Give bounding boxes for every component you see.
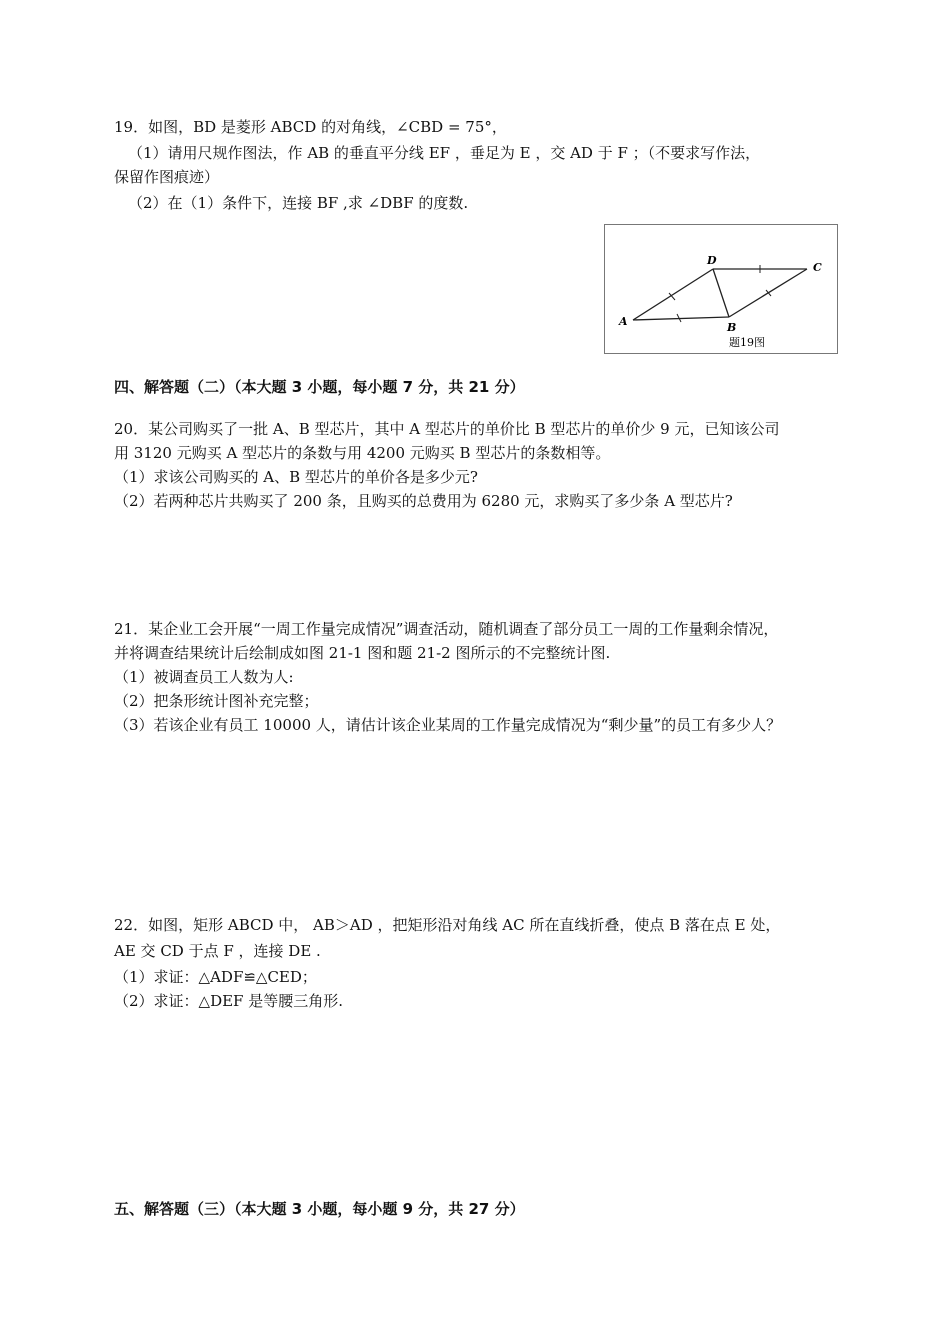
label-d: D (707, 254, 717, 267)
q21-line4: （2）把条形统计图补充完整； (114, 692, 319, 710)
q21-line5: （3）若该企业有员工 10000 人，请估计该企业某周的工作量完成情况为“剩少量”的员工有多少人？ (114, 716, 782, 734)
q19-line2: （1）请用尺规作图法，作 AB 的垂直平分线 EF ，垂足为 E ，交 AD 于 F ；（不要求写作法， (128, 144, 761, 162)
label-a: A (619, 315, 628, 328)
q19-line4: （2）在（1）条件下，连接 BF ,求 ∠DBF 的度数. (128, 194, 469, 212)
rhombus-diagram (605, 225, 837, 353)
q21-line3: （1）被调查员工人数为人: (114, 668, 294, 686)
label-b: B (727, 321, 737, 334)
q20-line4: （2）若两种芯片共购买了 200 条，且购买的总费用为 6280 元，求购买了多少条 A 型芯片? (114, 492, 733, 510)
q19-line1: 19．如图，BD 是菱形 ABCD 的对角线，∠CBD = 75°， (114, 118, 507, 136)
q22-line2: AE 交 CD 于点 F ，连接 DE . (114, 942, 321, 960)
q19-line3: 保留作图痕迹） (114, 168, 220, 186)
q22-line3: （1）求证：△ADF≌△CED； (114, 968, 317, 986)
figure-caption: 题19图 (729, 336, 765, 349)
q21-line2: 并将调查结果统计后绘制成如图 21-1 图和题 21-2 图所示的不完整统计图. (114, 644, 611, 662)
edge-da (633, 269, 713, 320)
q22-line4: （2）求证：△DEF 是等腰三角形. (114, 992, 344, 1010)
edge-ab (633, 317, 729, 320)
q20-line1: 20．某公司购买了一批 A、B 型芯片，其中 A 型芯片的单价比 B 型芯片的单价少 9 元，已知该公司 (114, 420, 780, 438)
q22-line1: 22．如图，矩形 ABCD 中， AB＞AD ，把矩形沿对角线 AC 所在直线折叠，使点 B 落在点 E 处， (114, 916, 781, 934)
section4-heading: 四、解答题（二）（本大题 3 小题，每小题 7 分，共 21 分） (114, 378, 525, 396)
label-c: C (813, 261, 822, 274)
rhombus-figure (604, 224, 838, 354)
q20-line2: 用 3120 元购买 A 型芯片的条数与用 4200 元购买 B 型芯片的条数相等。 (114, 444, 611, 462)
diagonal-bd (713, 269, 729, 317)
section5-heading: 五、解答题（三）（本大题 3 小题，每小题 9 分，共 27 分） (114, 1200, 525, 1218)
q21-line1: 21．某企业工会开展“一周工作量完成情况”调查活动，随机调查了部分员工一周的工作量剩余情况， (114, 620, 779, 638)
q20-line3: （1）求该公司购买的 A、B 型芯片的单价各是多少元? (114, 468, 478, 486)
